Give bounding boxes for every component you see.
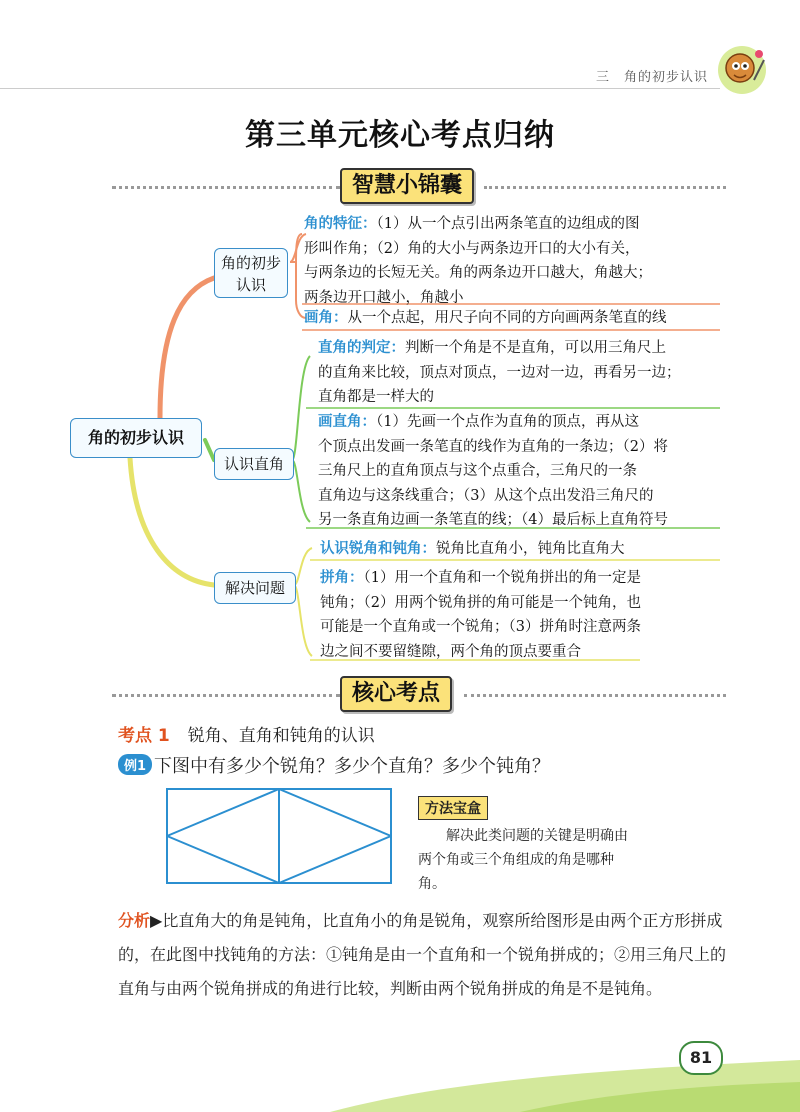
branch-label: 角的初步认识 — [220, 254, 281, 294]
note-label: 画直角： — [318, 413, 376, 430]
note-line: 钝角；（2）用两个锐角拼的角可能是一个钝角，也 — [320, 594, 641, 611]
note-line: 个顶点出发画一条笔直的线作为直角的一条边；（2）将 — [318, 438, 668, 455]
note-line: 形叫作角；（2）角的大小与两条边开口的大小有关， — [304, 240, 640, 257]
analysis-text: ▶比直角大的角是钝角，比直角小的角是锐角，观察所给图形是由两个正方形拼成的，在此图中找钝角的方法：①钝角是由一个直角和一个锐角拼成的；②用三角尺上的直角与由两个锐角拼成的角进行比较，判断由两个锐角拼成的角是不是钝角。 — [118, 911, 727, 998]
mindmap-note-right-angle-test — [318, 336, 723, 410]
analysis-label: 分析 — [118, 911, 151, 930]
key-point-number: 考点 1 — [118, 726, 170, 746]
note-line: 两条边开口越小，角越小 — [304, 289, 464, 306]
unit-header: 三 角的初步认识 — [596, 70, 709, 85]
mindmap-branch-basics — [214, 248, 288, 298]
example-text: 下图中有多少个锐角？多少个直角？多少个钝角？ — [154, 756, 551, 777]
section-badge-tips: 智慧小锦囊 — [340, 168, 474, 204]
note-line: 与两条边的长短无关。角的两条边开口越大，角越大； — [304, 265, 652, 281]
note-label: 直角的判定： — [318, 339, 405, 356]
note-line: 边之间不要留缝隙，两个角的顶点要重合 — [320, 643, 581, 660]
note-line: （1）先画一个点作为直角的顶点，再从这 — [376, 414, 639, 430]
note-line: 直角都是一样大的 — [318, 389, 434, 405]
key-point-heading — [118, 721, 375, 746]
note-label: 拼角： — [320, 569, 364, 586]
note-line: 锐角比直角小，钝角比直角大 — [436, 541, 625, 557]
example-tag: 例1 — [118, 754, 152, 775]
mindmap-branch-right-angle: 认识直角 — [214, 448, 294, 480]
example-question — [118, 752, 550, 778]
note-label: 角的特征： — [304, 215, 377, 232]
note-line: （1）用一个直角和一个锐角拼出的角一定是 — [363, 570, 641, 586]
note-label: 画角： — [304, 309, 348, 326]
mindmap-note-combine-angles — [320, 566, 720, 664]
note-line: 判断一个角是不是直角，可以用三角尺上 — [405, 340, 666, 356]
method-title: 方法宝盒 — [418, 796, 488, 820]
mindmap-note-draw-angle — [304, 306, 724, 331]
note-line: 三角尺上的直角顶点与这个点重合，三角尺的一条 — [318, 463, 637, 479]
method-body: 解决此类问题的关键是明确由两个角或三个角组成的角是哪种角。 — [418, 828, 628, 892]
note-line: 直角边与这条线重合；（3）从这个点出发沿三角尺的 — [318, 487, 654, 504]
note-label: 认识锐角和钝角： — [320, 540, 436, 557]
mindmap-note-angle-features — [304, 212, 724, 310]
mindmap-note-acute-obtuse — [320, 537, 720, 562]
two-squares-figure — [166, 788, 392, 884]
note-line: （1）从一个点引出两条笔直的边组成的图 — [376, 216, 640, 232]
key-point-title: 锐角、直角和钝角的认识 — [187, 726, 375, 746]
section-badge-key-points: 核心考点 — [340, 676, 452, 712]
note-line: 的直角来比较，顶点对顶点，一边对一边，再看另一边； — [318, 364, 681, 381]
note-line: 另一条直角边画一条笔直的线；（4）最后标上直角符号 — [318, 512, 668, 528]
page-number: 81 — [679, 1041, 723, 1075]
method-box — [418, 796, 640, 896]
dotted-divider — [464, 694, 726, 697]
note-line: 从一个点起，用尺子向不同的方向画两条笔直的线 — [347, 310, 667, 326]
note-line: 可能是一个直角或一个锐角；（3）拼角时注意两条 — [320, 619, 641, 635]
analysis-paragraph — [118, 904, 728, 1006]
dotted-divider — [112, 694, 340, 697]
page-title: 第三单元核心考点归纳 — [245, 118, 555, 153]
mindmap-root: 角的初步认识 — [70, 418, 202, 458]
mindmap-branch-problem-solving: 解决问题 — [214, 572, 296, 604]
mindmap-note-draw-right-angle — [318, 410, 723, 533]
